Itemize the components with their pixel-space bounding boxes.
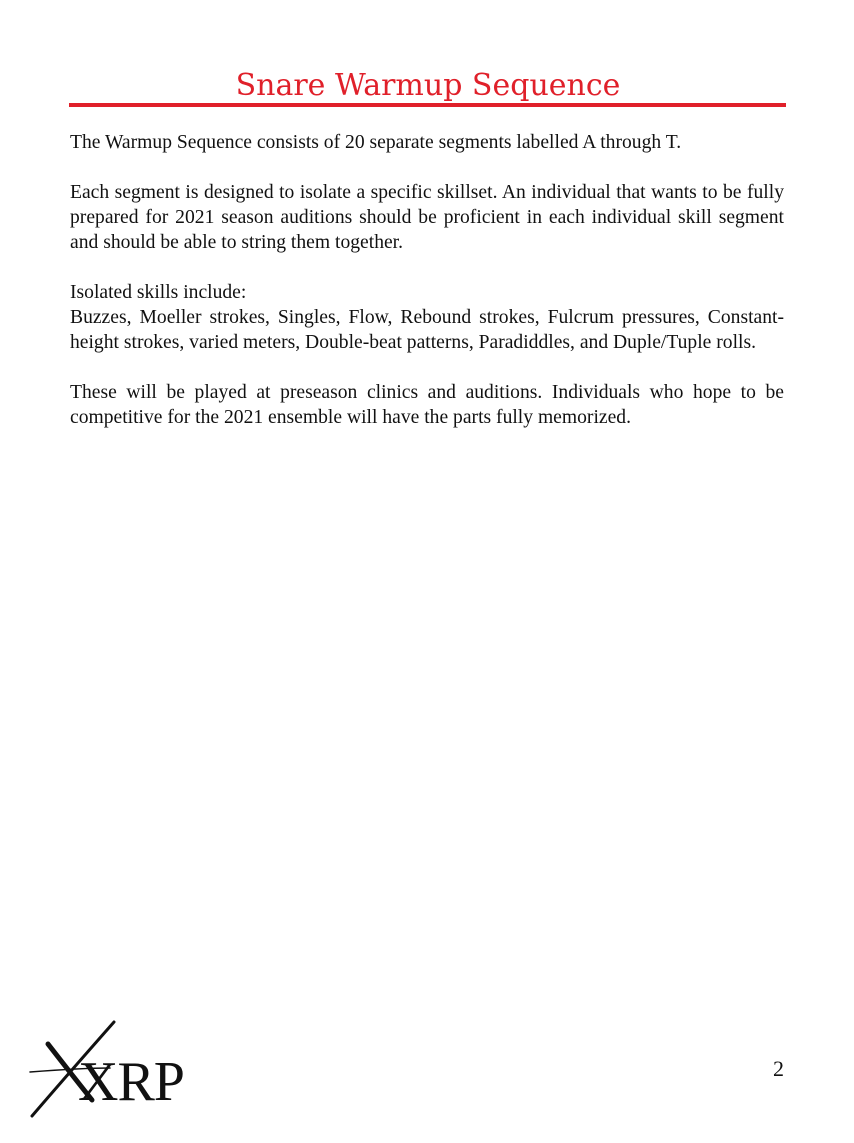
page-title: Snare Warmup Sequence xyxy=(235,68,621,103)
document-body xyxy=(70,130,784,455)
segments-paragraph: Each segment is designed to isolate a specific skillset. An individual that wants to be fully prepared for 2021 season auditions should be proficient in each individual skill segment and should be able to string them together. xyxy=(70,182,784,253)
skills-paragraph xyxy=(70,280,784,355)
page-number: 2 xyxy=(773,1056,784,1081)
title-underline-rule xyxy=(69,103,786,107)
skills-list: Buzzes, Moeller strokes, Singles, Flow, Rebound strokes, Fulcrum pressures, Constant-height strokes, varied meters, Double-beat patterns, Paradiddles, and Duple/Tuple rolls. xyxy=(70,307,784,353)
xrp-logo xyxy=(26,1018,196,1122)
closing-paragraph: These will be played at preseason clinics and auditions. Individuals who hope to be competitive for the 2021 ensemble will have the parts fully memorized. xyxy=(70,382,784,428)
skills-heading: Isolated skills include: xyxy=(70,282,247,303)
xrp-logo-text: XRP xyxy=(78,1051,184,1113)
intro-paragraph: The Warmup Sequence consists of 20 separate segments labelled A through T. xyxy=(70,132,682,153)
